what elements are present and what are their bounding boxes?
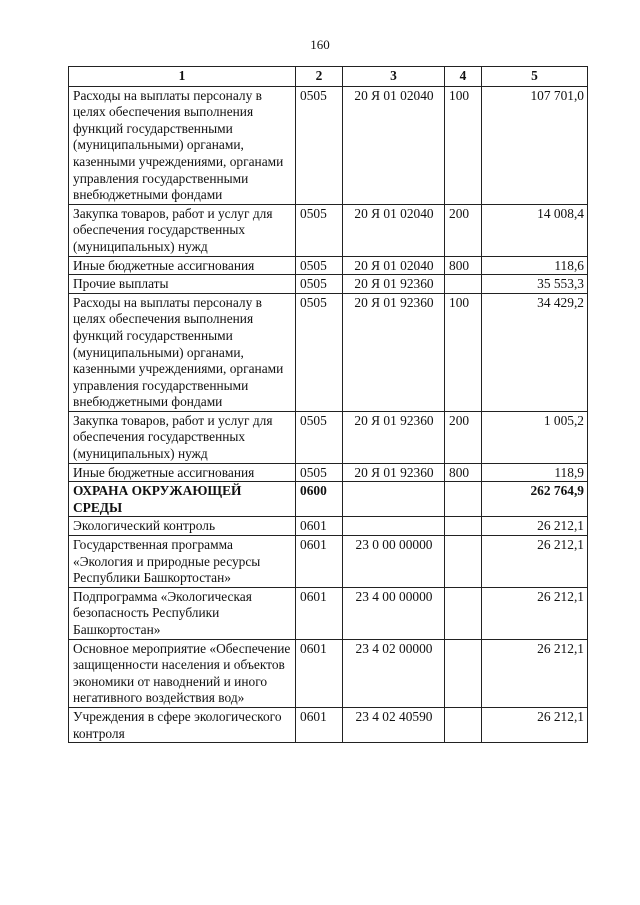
item-name-cell: Иные бюджетные ассигнования — [69, 256, 296, 275]
amount-cell: 26 212,1 — [482, 517, 588, 536]
header-cell-2: 2 — [296, 67, 343, 87]
section-code-cell: 0505 — [296, 463, 343, 482]
target-article-cell: 20 Я 01 92360 — [343, 293, 445, 411]
target-article-cell: 23 4 02 40590 — [343, 707, 445, 742]
section-code-cell: 0505 — [296, 204, 343, 256]
section-code-cell: 0601 — [296, 639, 343, 707]
table-row — [69, 411, 588, 463]
amount-cell: 34 429,2 — [482, 293, 588, 411]
expense-type-cell: 800 — [445, 463, 482, 482]
item-name-cell: Учреждения в сфере экологического контроля — [69, 707, 296, 742]
target-article-cell: 23 4 00 00000 — [343, 587, 445, 639]
header-row — [69, 67, 588, 87]
table-row — [69, 293, 588, 411]
table-row — [69, 86, 588, 204]
item-name-cell: Расходы на выплаты персоналу в целях обеспечения выполнения функций государственными (муниципальными) органами, казенными учреждениями, органами управления государственными внебюджетными фондами — [69, 293, 296, 411]
target-article-cell: 23 0 00 00000 — [343, 536, 445, 588]
expense-type-cell — [445, 275, 482, 294]
section-code-cell: 0601 — [296, 536, 343, 588]
table-row — [69, 587, 588, 639]
header-cell-4: 4 — [445, 67, 482, 87]
amount-cell: 26 212,1 — [482, 707, 588, 742]
target-article-cell: 20 Я 01 92360 — [343, 463, 445, 482]
amount-cell: 118,9 — [482, 463, 588, 482]
amount-cell: 35 553,3 — [482, 275, 588, 294]
expense-type-cell — [445, 536, 482, 588]
page-number: 160 — [310, 37, 330, 52]
item-name-cell: Иные бюджетные ассигнования — [69, 463, 296, 482]
expense-type-cell: 200 — [445, 411, 482, 463]
table-row — [69, 463, 588, 482]
header-cell-3: 3 — [343, 67, 445, 87]
item-name-cell: Закупка товаров, работ и услуг для обеспечения государственных (муниципальных) нужд — [69, 411, 296, 463]
target-article-cell — [343, 517, 445, 536]
section-code-cell: 0505 — [296, 86, 343, 204]
target-article-cell: 20 Я 01 92360 — [343, 411, 445, 463]
expense-type-cell: 200 — [445, 204, 482, 256]
section-code-cell: 0601 — [296, 587, 343, 639]
expense-type-cell: 100 — [445, 293, 482, 411]
expense-type-cell — [445, 707, 482, 742]
item-name-cell: Прочие выплаты — [69, 275, 296, 294]
item-name-cell: Закупка товаров, работ и услуг для обеспечения государственных (муниципальных) нужд — [69, 204, 296, 256]
item-name-cell: Подпрограмма «Экологическая безопасность Республики Башкортостан» — [69, 587, 296, 639]
table-row — [69, 707, 588, 742]
table-row — [69, 536, 588, 588]
expense-type-cell — [445, 482, 482, 517]
target-article-cell: 20 Я 01 02040 — [343, 86, 445, 204]
section-code-cell: 0601 — [296, 707, 343, 742]
section-code-cell: 0505 — [296, 256, 343, 275]
header-cell-1: 1 — [69, 67, 296, 87]
section-code-cell: 0505 — [296, 293, 343, 411]
section-code-cell: 0505 — [296, 411, 343, 463]
section-code-cell: 0600 — [296, 482, 343, 517]
target-article-cell: 20 Я 01 02040 — [343, 256, 445, 275]
target-article-cell: 20 Я 01 02040 — [343, 204, 445, 256]
amount-cell: 118,6 — [482, 256, 588, 275]
expense-type-cell — [445, 587, 482, 639]
amount-cell: 26 212,1 — [482, 536, 588, 588]
item-name-cell: Государственная программа «Экология и природные ресурсы Республики Башкортостан» — [69, 536, 296, 588]
item-name-cell: Экологический контроль — [69, 517, 296, 536]
target-article-cell: 20 Я 01 92360 — [343, 275, 445, 294]
target-article-cell: 23 4 02 00000 — [343, 639, 445, 707]
amount-cell: 1 005,2 — [482, 411, 588, 463]
item-name-cell: Основное мероприятие «Обеспечение защищенности населения и объектов экономики от наводнений и иного негативного воздействия вод» — [69, 639, 296, 707]
amount-cell: 262 764,9 — [482, 482, 588, 517]
header-cell-5: 5 — [482, 67, 588, 87]
table-row — [69, 275, 588, 294]
amount-cell: 26 212,1 — [482, 587, 588, 639]
table-row — [69, 482, 588, 517]
budget-table — [68, 66, 588, 743]
expense-type-cell: 800 — [445, 256, 482, 275]
expense-type-cell — [445, 639, 482, 707]
amount-cell: 26 212,1 — [482, 639, 588, 707]
item-name-cell: Расходы на выплаты персоналу в целях обеспечения выполнения функций государственными (муниципальными) органами, казенными учреждениями, органами управления государственными внебюджетными фондами — [69, 86, 296, 204]
table-body — [69, 86, 588, 743]
amount-cell: 14 008,4 — [482, 204, 588, 256]
item-name-cell: ОХРАНА ОКРУЖАЮЩЕЙ СРЕДЫ — [69, 482, 296, 517]
section-code-cell: 0505 — [296, 275, 343, 294]
expense-type-cell — [445, 517, 482, 536]
table-row — [69, 639, 588, 707]
section-code-cell: 0601 — [296, 517, 343, 536]
target-article-cell — [343, 482, 445, 517]
table-row — [69, 256, 588, 275]
table-row — [69, 517, 588, 536]
expense-type-cell: 100 — [445, 86, 482, 204]
table-row — [69, 204, 588, 256]
amount-cell: 107 701,0 — [482, 86, 588, 204]
